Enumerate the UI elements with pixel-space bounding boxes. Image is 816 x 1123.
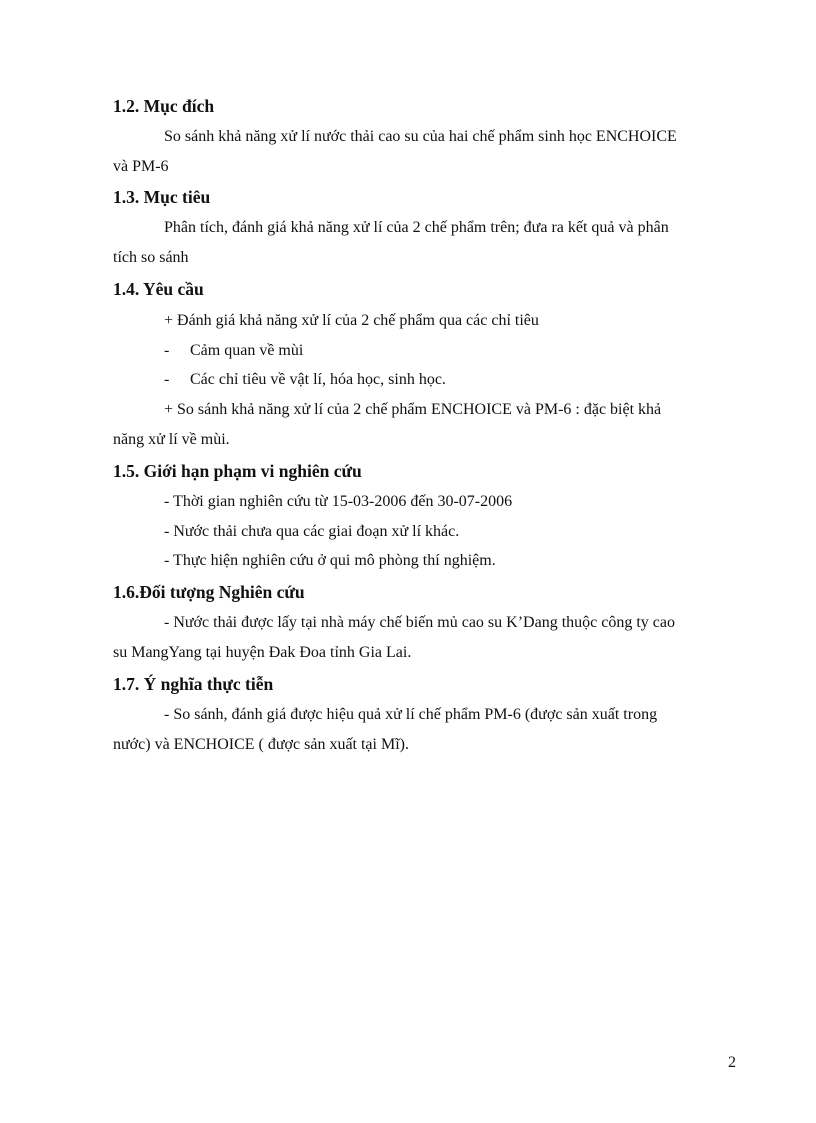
subject-line-1: - Nước thải được lấy tại nhà máy chế biến mủ cao su K’Dang thuộc công ty cao bbox=[164, 614, 675, 631]
bullet-text-2: Các chỉ tiêu về vật lí, hóa học, sinh học. bbox=[190, 371, 446, 388]
requirement-line-1: + Đánh giá khả năng xử lí của 2 chế phẩm qua các chỉ tiêu bbox=[164, 312, 539, 329]
scope-line-2: - Nước thải chưa qua các giai đoạn xử lí khác. bbox=[164, 523, 460, 540]
scope-line-3: - Thực hiện nghiên cứu ở qui mô phòng thí nghiệm. bbox=[164, 552, 496, 569]
scope-line-1: - Thời gian nghiên cứu từ 15-03-2006 đến 30-07-2006 bbox=[164, 493, 513, 510]
requirement-line-4: + So sánh khả năng xử lí của 2 chế phẩm ENCHOICE và PM-6 : đặc biệt khả bbox=[164, 401, 662, 418]
heading-1-7: 1.7. Ý nghĩa thực tiễn bbox=[113, 674, 274, 694]
paragraph-1-3-line-1: Phân tích, đánh giá khả năng xử lí của 2 chế phẩm trên; đưa ra kết quả và phân bbox=[164, 219, 669, 236]
heading-1-2: 1.2. Mục đích bbox=[113, 96, 215, 116]
heading-1-4: 1.4. Yêu cầu bbox=[113, 279, 204, 299]
requirement-line-5: năng xử lí về mùi. bbox=[113, 431, 230, 448]
bullet-dash: - bbox=[164, 371, 170, 388]
bullet-text-1: Cảm quan về mùi bbox=[190, 342, 304, 359]
paragraph-1-2-line-1: So sánh khả năng xử lí nước thải cao su của hai chế phẩm sinh học ENCHOICE bbox=[164, 128, 677, 145]
significance-line-1: - So sánh, đánh giá được hiệu quả xử lí chế phẩm PM-6 (được sản xuất trong bbox=[164, 706, 658, 723]
page-number: 2 bbox=[728, 1054, 736, 1071]
heading-1-3: 1.3. Mục tiêu bbox=[113, 187, 211, 207]
bullet-item bbox=[164, 371, 446, 389]
paragraph-1-2-line-2: và PM-6 bbox=[113, 158, 169, 175]
heading-1-5: 1.5. Giới hạn phạm vi nghiên cứu bbox=[113, 461, 362, 481]
bullet-item bbox=[164, 342, 303, 360]
significance-line-2: nước) và ENCHOICE ( được sản xuất tại Mĩ). bbox=[113, 736, 409, 753]
paragraph-1-3-line-2: tích so sánh bbox=[113, 249, 189, 266]
subject-line-2: su MangYang tại huyện Đak Đoa tỉnh Gia Lai. bbox=[113, 644, 412, 661]
heading-1-6: 1.6.Đối tượng Nghiên cứu bbox=[113, 582, 305, 602]
bullet-dash: - bbox=[164, 342, 170, 359]
